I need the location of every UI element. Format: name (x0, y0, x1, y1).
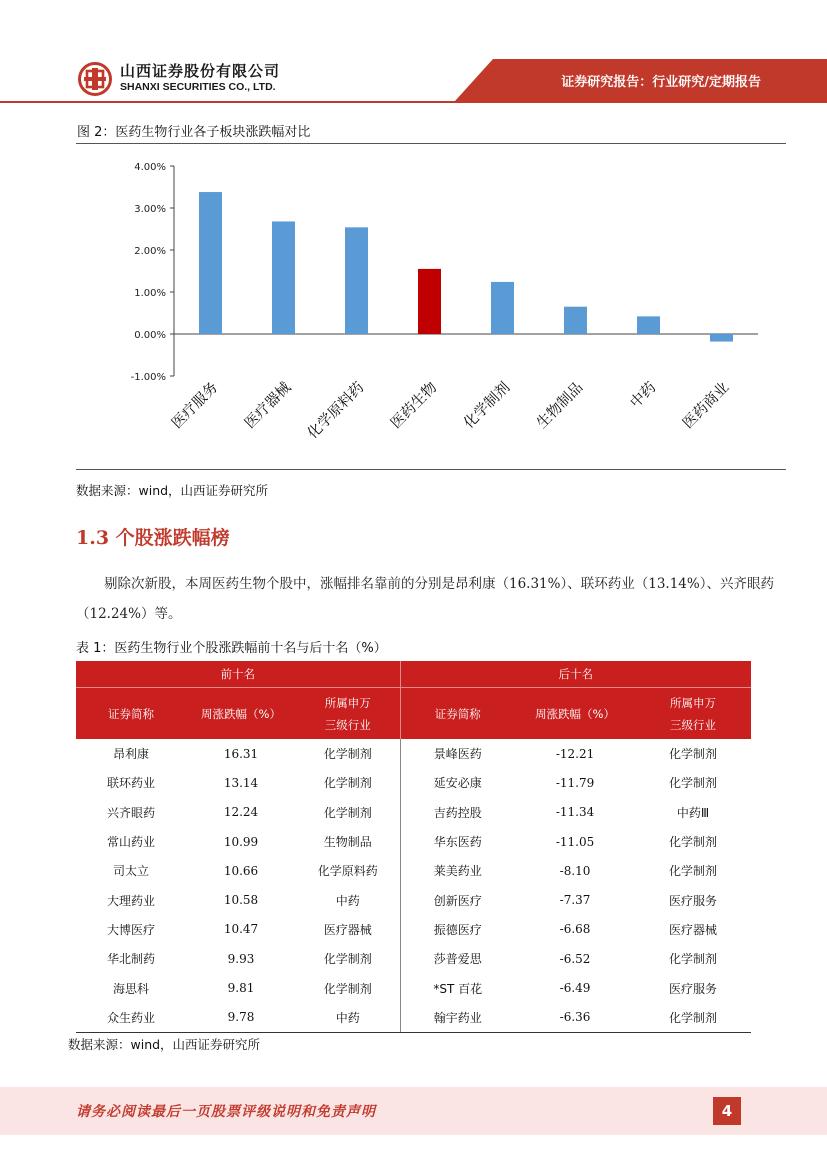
industry-cell: 化学制剂 (669, 864, 718, 879)
y-tick-label: 4.00% (134, 162, 166, 173)
weekly-change-cell: -6.68 (559, 922, 591, 937)
weekly-change-cell: -11.34 (555, 805, 595, 820)
stock-name-cell: 景峰医药 (400, 739, 515, 768)
industry-cell: 化学制剂 (669, 747, 718, 762)
company-name-cn: 山西证券股份有限公司 (120, 62, 281, 80)
col-header-change: 周涨跌幅（%） (515, 688, 635, 740)
industry-cell: 中药 (296, 1003, 400, 1033)
section-paragraph-text: 剔除次新股，本周医药生物个股中，涨幅排名靠前的分别是昂利康（16.31%）、联环药业（13.14%）、兴齐眼药（12.24%）等。 (76, 576, 774, 622)
stock-name-cell: 振德医疗 (400, 915, 515, 944)
weekly-change-cell: -8.10 (559, 863, 591, 878)
col-header-name: 证券简称 (400, 688, 515, 740)
bar-7 (710, 334, 733, 342)
stock-name-cell: 大理药业 (106, 893, 155, 908)
industry-cell: 医疗器械 (323, 922, 372, 937)
stock-name-cell: 司太立 (112, 864, 149, 879)
stock-name-cell: 常山药业 (106, 835, 155, 850)
table-row (76, 827, 751, 856)
footer-disclaimer: 请务必阅读最后一页股票评级说明和免责声明 (76, 1104, 376, 1120)
stock-name-cell: *ST 百花 (400, 973, 515, 1002)
weekly-change-cell: 9.81 (227, 981, 255, 996)
stock-name-cell: 昂利康 (112, 747, 149, 762)
bar-5 (564, 307, 587, 334)
group-header-bottom: 后十名 (400, 661, 751, 688)
weekly-change-cell: -6.49 (559, 981, 591, 996)
col-header-industry-line1: 所属申万 (324, 695, 371, 710)
x-category-label: 医疗器械 (242, 379, 295, 432)
stock-name-cell: 华东医药 (400, 827, 515, 856)
stock-name-cell: 大博医疗 (106, 922, 155, 937)
weekly-change-cell: -11.05 (555, 834, 595, 849)
stock-name-cell: 莎普爱思 (400, 944, 515, 973)
col-header-change: 周涨跌幅（%） (186, 688, 296, 740)
page-number: 4 (713, 1097, 741, 1125)
table-row (76, 856, 751, 885)
col-header-industry (635, 688, 751, 740)
industry-cell: 化学原料药 (317, 864, 378, 879)
bar-1 (272, 221, 295, 334)
stock-name-cell: 吉药控股 (400, 798, 515, 827)
industry-cell: 化学制剂 (323, 952, 372, 967)
x-category-label: 化学原料药 (304, 379, 368, 443)
x-category-label: 医药商业 (680, 379, 733, 432)
col-header-industry-line2: 三级行业 (670, 717, 717, 732)
industry-cell: 中药Ⅲ (676, 805, 710, 820)
weekly-change-cell: 9.93 (227, 951, 255, 966)
col-header-industry-line1: 所属申万 (670, 695, 717, 710)
bar-0 (199, 192, 222, 334)
weekly-change-cell: -12.21 (555, 746, 595, 761)
company-logo-icon (78, 62, 112, 96)
bar-3 (418, 269, 441, 334)
industry-cell: 化学制剂 (323, 747, 372, 762)
industry-cell: 化学制剂 (635, 1003, 751, 1033)
stock-name-cell: 延安必康 (400, 768, 515, 797)
weekly-change-cell: -6.36 (515, 1003, 635, 1033)
weekly-change-cell: -11.79 (555, 775, 595, 790)
table-row (76, 1003, 751, 1033)
weekly-change-cell: 10.47 (223, 922, 259, 937)
table-row (76, 944, 751, 973)
bar-6 (637, 316, 660, 334)
figure-source: 数据来源：wind，山西证券研究所 (76, 483, 269, 498)
table-row (76, 768, 751, 797)
stock-name-cell: 创新医疗 (400, 885, 515, 914)
x-category-label: 医药生物 (388, 379, 441, 432)
group-header-top: 前十名 (76, 661, 400, 688)
col-header-industry (296, 688, 400, 740)
stock-name-cell: 华北制药 (106, 952, 155, 967)
weekly-change-cell: 10.66 (223, 863, 259, 878)
y-tick-label: 3.00% (134, 204, 166, 215)
industry-cell: 医疗器械 (669, 922, 718, 937)
figure-bottom-rule (76, 469, 786, 470)
x-category-label: 医疗服务 (169, 379, 222, 432)
table-row (76, 798, 751, 827)
industry-cell: 化学制剂 (669, 776, 718, 791)
x-category-label: 化学制剂 (461, 379, 514, 432)
stock-name-cell: 海思科 (112, 981, 149, 996)
figure-top-rule (76, 143, 786, 144)
table-source: 数据来源：wind，山西证券研究所 (68, 1037, 261, 1052)
industry-cell: 中药 (335, 893, 360, 908)
table-caption: 表 1：医药生物行业个股涨跌幅前十名与后十名（%） (76, 641, 387, 656)
x-category-label: 生物制品 (534, 379, 587, 432)
table-row (76, 973, 751, 1002)
weekly-change-cell: -6.52 (559, 951, 591, 966)
table-row (76, 915, 751, 944)
weekly-change-cell: 12.24 (223, 805, 259, 820)
col-header-name: 证券简称 (76, 688, 186, 740)
report-type-label: 证券研究报告：行业研究/定期报告 (561, 75, 761, 90)
y-tick-label: 2.00% (134, 246, 166, 257)
weekly-change-cell: -7.37 (559, 893, 591, 908)
col-header-industry-line2: 三级行业 (324, 717, 371, 732)
stock-name-cell: 联环药业 (106, 776, 155, 791)
stock-name-cell: 翰宇药业 (400, 1003, 515, 1033)
figure-caption: 图 2：医药生物行业各子板块涨跌幅对比 (77, 125, 311, 140)
bar-4 (491, 282, 514, 334)
industry-cell: 化学制剂 (323, 776, 372, 791)
y-tick-label: -1.00% (130, 372, 166, 383)
stock-name-cell: 兴齐眼药 (106, 805, 155, 820)
y-tick-label: 1.00% (134, 288, 166, 299)
weekly-change-cell: 10.99 (223, 834, 259, 849)
company-name-en: SHANXI SECURITIES CO., LTD. (120, 81, 276, 93)
bar-2 (345, 227, 368, 334)
table-row (76, 739, 751, 768)
industry-cell: 医疗服务 (669, 893, 718, 908)
subsector-change-bar-chart (110, 150, 780, 468)
stock-name-cell: 莱美药业 (400, 856, 515, 885)
industry-cell: 医疗服务 (669, 981, 718, 996)
header-divider (0, 101, 827, 103)
section-paragraph (76, 569, 776, 629)
x-category-label: 中药 (627, 379, 660, 412)
industry-cell: 化学制剂 (323, 981, 372, 996)
weekly-change-cell: 16.31 (223, 746, 259, 761)
weekly-change-cell: 10.58 (223, 893, 259, 908)
page-header (0, 0, 827, 110)
industry-cell: 化学制剂 (669, 835, 718, 850)
y-tick-label: 0.00% (134, 330, 166, 341)
top-bottom-ten-table (76, 661, 751, 1033)
industry-cell: 化学制剂 (323, 805, 372, 820)
section-title: 1.3 个股涨跌幅榜 (76, 527, 230, 549)
table-row (76, 885, 751, 914)
weekly-change-cell: 9.78 (186, 1003, 296, 1033)
weekly-change-cell: 13.14 (223, 775, 259, 790)
industry-cell: 化学制剂 (669, 952, 718, 967)
industry-cell: 生物制品 (323, 835, 372, 850)
stock-name-cell: 众生药业 (76, 1003, 186, 1033)
